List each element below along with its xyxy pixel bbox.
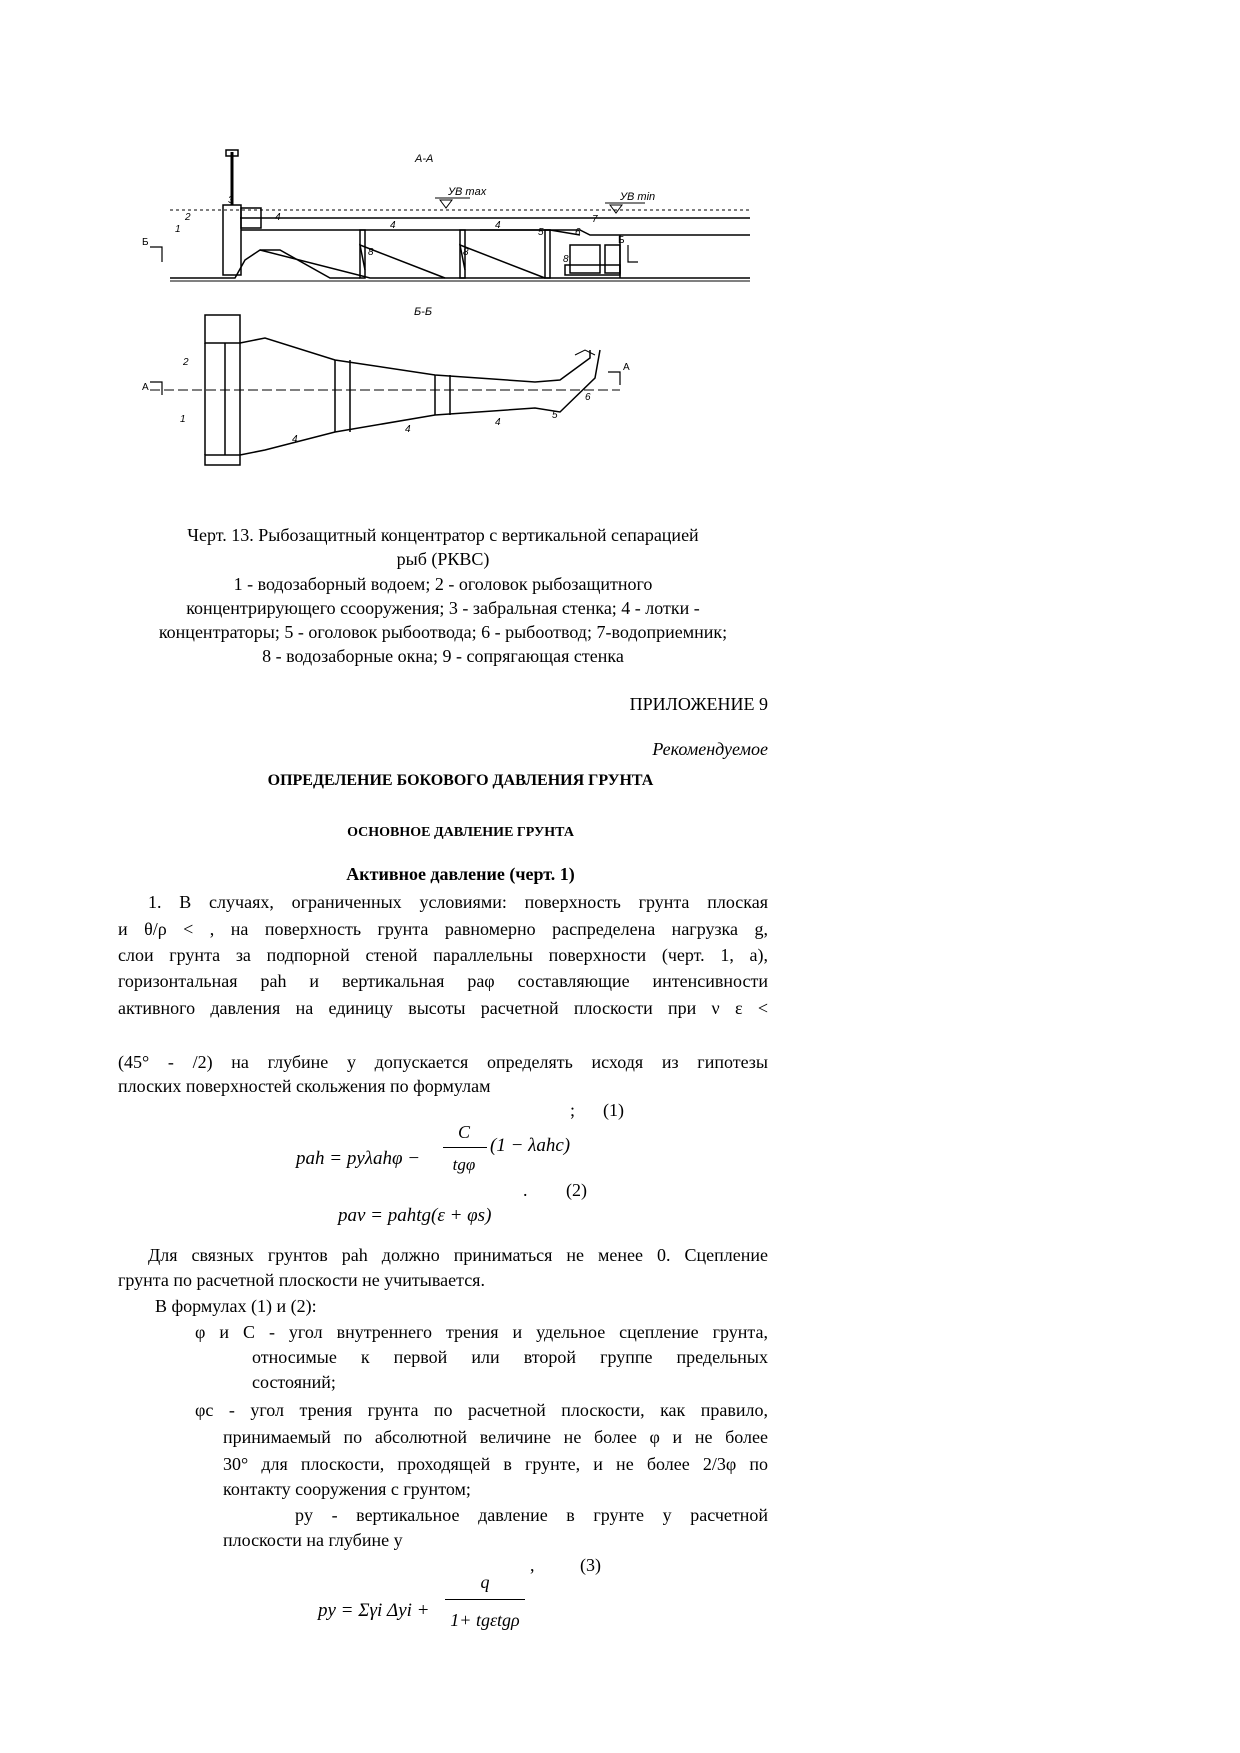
para1-line-5: активного давления на единицу высоты расчетной плоскости при ν ε < <box>118 998 768 1018</box>
formula-1-frac-den: tgφ <box>452 1155 476 1174</box>
para1-line-7: плоских поверхностей скольжения по формулам <box>118 1076 491 1096</box>
part-number-label: 5 <box>552 410 558 421</box>
def-3-line-2: плоскости на глубине y <box>223 1530 403 1550</box>
formula-3-number: (3) <box>580 1555 601 1575</box>
part-number-label: 7 <box>592 214 598 225</box>
para1-line-4: горизонтальная pah и вертикальная paφ составляющие интенсивности <box>118 971 768 991</box>
def-1-line-2: относимые к первой или второй группе предельных <box>252 1347 768 1367</box>
part-number-label: 4 <box>390 220 396 231</box>
section-title: Активное давление (черт. 1) <box>346 864 575 884</box>
part-number-label: 2 <box>185 212 191 223</box>
formula-3-separator: , <box>530 1555 535 1575</box>
part-number-label: 4 <box>405 424 411 435</box>
para1-line-6: (45° - /2) на глубине y допускается определять исходя из гипотезы <box>118 1052 768 1072</box>
main-title: ОПРЕДЕЛЕНИЕ БОКОВОГО ДАВЛЕНИЯ ГРУНТА <box>267 772 654 789</box>
figure-legend-line-1: 1 - водозаборный водоем; 2 - оголовок рыбозащитного <box>233 574 653 594</box>
section-label-aa: А-А <box>415 153 434 165</box>
formula-1-frac-num: C <box>457 1122 470 1142</box>
figure-legend-line-3: концентраторы; 5 - оголовок рыбоотвода; 6 - рыбоотвод; 7-водоприемник; <box>158 622 728 642</box>
para2-line-1: Для связных грунтов pah должно приниматься не менее 0. Сцепление <box>148 1245 768 1265</box>
water-level-min: УВ min <box>620 191 656 203</box>
part-number-label: 4 <box>495 417 501 428</box>
recommended-label: Рекомендуемое <box>652 739 768 759</box>
def-1-line-1: φ и C - угол внутреннего трения и удельное сцепление грунта, <box>195 1322 768 1342</box>
formula-3-frac-den: 1+ tgεtgρ <box>450 1610 520 1630</box>
section-label-bb: Б-Б <box>414 306 432 318</box>
figure-caption-line-1: Черт. 13. Рыбозащитный концентратор с вертикальной сепарацией <box>187 525 699 545</box>
formula-1-separator: ; <box>570 1100 576 1120</box>
part-number-label: 4 <box>292 434 298 445</box>
part-number-label: 1 <box>180 414 186 425</box>
para3: В формулах (1) и (2): <box>155 1296 317 1316</box>
formula-2-separator: . <box>523 1180 528 1200</box>
para2-line-2: грунта по расчетной плоскости не учитывается. <box>118 1270 485 1290</box>
formula-1-left: pah = pyλahφ − <box>296 1148 421 1169</box>
appendix-label: ПРИЛОЖЕНИЕ 9 <box>629 694 768 714</box>
formula-3-frac-line <box>445 1599 525 1600</box>
section-marker-label: Б <box>618 235 625 246</box>
def-2-line-1: φc - угол трения грунта по расчетной плоскости, как правило, <box>195 1400 768 1420</box>
para1-line-3: слои грунта за подпорной стеной параллельны поверхности (черт. 1, a), <box>118 945 768 965</box>
section-marker-label: А <box>142 382 149 393</box>
formula-3-left: py = Σγi Δyi + <box>318 1600 430 1621</box>
def-2-line-2: принимаемый по абсолютной величине не более φ и не более <box>223 1427 768 1447</box>
section-marker-label: Б <box>142 237 149 248</box>
part-number-label: 6 <box>575 227 581 238</box>
water-level-max: УВ max <box>448 186 487 198</box>
formula-2-number: (2) <box>566 1180 587 1200</box>
formula-2: paν = pahtg(ε + φs) <box>338 1205 492 1226</box>
engineering-drawing <box>142 150 760 520</box>
part-number-label: 6 <box>585 392 591 403</box>
def-2-line-3: 30° для плоскости, проходящей в грунте, и не более 2/3φ по <box>223 1454 768 1474</box>
part-number-label: 1 <box>175 224 181 235</box>
def-2-line-4: контакту сооружения с грунтом; <box>223 1479 471 1499</box>
figure-legend-line-4: 8 - водозаборные окна; 9 - сопрягающая стенка <box>262 646 624 666</box>
figure-legend-line-2: концентрирующего ссооружения; 3 - забральная стенка; 4 - лотки - <box>186 598 700 618</box>
def-1-line-3: состояний; <box>252 1372 336 1392</box>
part-number-label: 2 <box>183 357 189 368</box>
formula-1-frac-line <box>443 1147 487 1148</box>
part-number-label: 8 <box>368 247 374 258</box>
sub-title: ОСНОВНОЕ ДАВЛЕНИЕ ГРУНТА <box>347 825 574 840</box>
part-number-label: 3 <box>228 195 234 206</box>
part-number-label: 5 <box>538 227 544 238</box>
part-number-label: 8 <box>563 254 569 265</box>
figure-caption-line-2: рыб (РКВС) <box>396 549 490 569</box>
para1-line-2: и θ/ρ < , на поверхность грунта равномерно распределена нагрузка g, <box>118 919 768 939</box>
formula-3-frac-num: q <box>480 1572 490 1592</box>
section-marker-label: А <box>623 362 630 373</box>
formula-1-number: (1) <box>603 1100 624 1120</box>
part-number-label: 4 <box>275 212 281 223</box>
part-number-label: 4 <box>495 220 501 231</box>
part-number-label: 8 <box>463 247 469 258</box>
para1-line-1: 1. В случаях, ограниченных условиями: поверхность грунта плоская <box>148 892 768 912</box>
formula-1-right: (1 − λahc) <box>490 1135 571 1156</box>
def-3-line-1: py - вертикальное давление в грунте у расчетной <box>295 1505 768 1525</box>
